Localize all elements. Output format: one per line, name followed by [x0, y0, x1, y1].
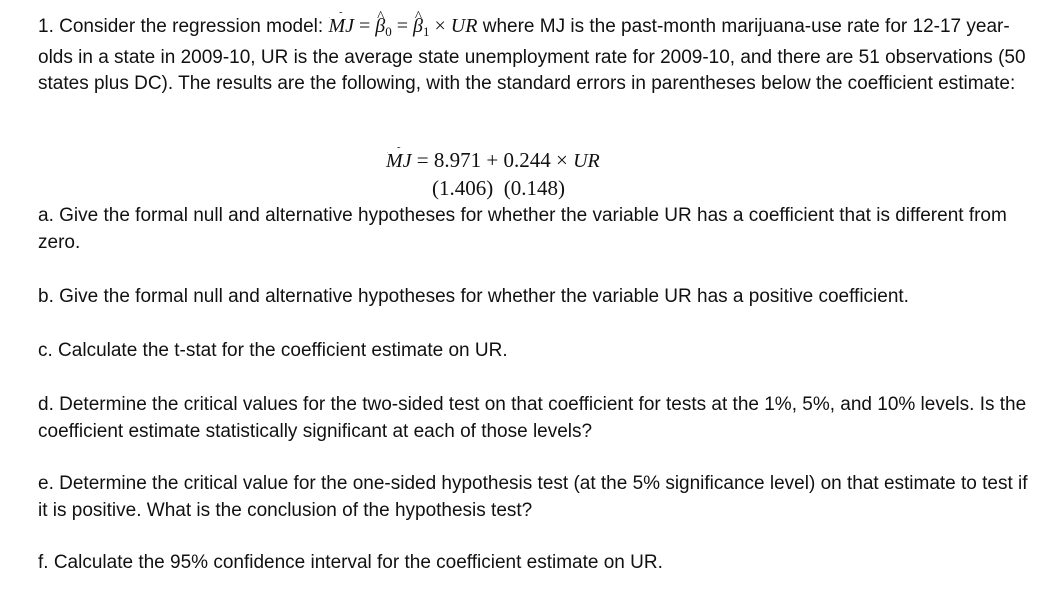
model-equals-2: =	[391, 15, 414, 37]
model-variable-ur: UR	[450, 15, 478, 37]
model-lhs-mj-hat: MJ	[328, 15, 354, 37]
model-equals-1: =	[353, 15, 376, 37]
standard-errors: (1.406) (0.148)	[432, 176, 565, 200]
equation-variable-ur: UR	[573, 150, 600, 172]
beta0-symbol: β	[375, 15, 386, 37]
question-e: e. Determine the critical value for the one-sided hypothesis test (at the 5% significance level) on that estimate to test if it is positive. What is the conclusion of the hypothesis test?	[38, 473, 1028, 521]
model-times: ×	[429, 15, 451, 37]
estimated-equation	[386, 147, 600, 174]
question-f: f. Calculate the 95% confidence interval for the coefficient estimate on UR.	[38, 552, 663, 573]
beta1-hat	[413, 13, 423, 39]
beta0-hat	[375, 13, 385, 39]
equation-rhs: = 8.971 + 0.244 ×	[411, 148, 574, 172]
problem-intro	[38, 13, 1028, 97]
beta1-subscript: 1	[422, 24, 430, 39]
equation-lhs-mj-hat: MJ	[386, 150, 412, 172]
question-a: a. Give the formal null and alternative hypotheses for whether the variable UR has a coefficient that is different from zero.	[38, 205, 1007, 253]
beta1-symbol: β	[413, 15, 423, 37]
question-c: c. Calculate the t-stat for the coefficient estimate on UR.	[38, 340, 508, 361]
intro-rest: where MJ is the past-month marijuana-use rate for 12-17 year-olds in a state in 2009-10, UR is the average state unemployment rate for 2009-10, and there are 51 observations (50 states plus DC). The results are the following, with the standard errors in parentheses below the coefficient estimate:	[38, 16, 1026, 94]
beta0-subscript: 0	[385, 24, 392, 39]
question-d: d. Determine the critical values for the two-sided test on that coefficient for tests at the 1%, 5%, and 10% levels. Is the coefficient estimate statistically significant at each of those levels?	[38, 394, 1027, 442]
question-b: b. Give the formal null and alternative hypotheses for whether the variable UR has a positive coefficient.	[38, 286, 909, 307]
problem-page	[38, 13, 1028, 573]
intro-prefix: 1. Consider the regression model:	[38, 16, 329, 37]
